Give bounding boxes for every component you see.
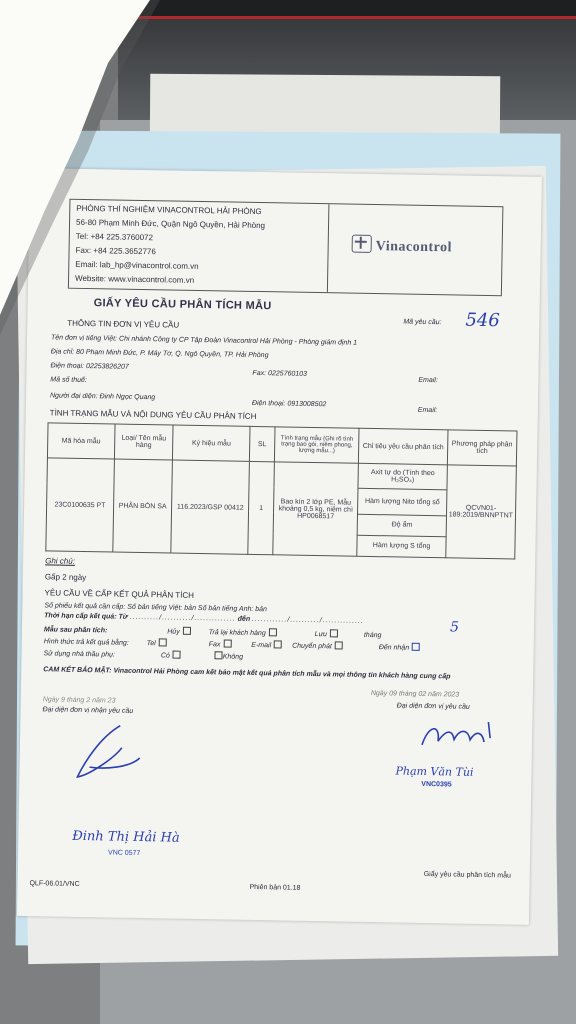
keep-months-value: 5: [449, 619, 460, 636]
letterhead-divider: [327, 204, 330, 292]
delivery-fax-label: Fax: [208, 641, 221, 649]
lab-tel: Tel: +84 225.3760072: [75, 231, 154, 243]
phone-value: 02253826207: [85, 363, 129, 371]
cell-sample-code: 23C0100635 PT: [46, 458, 114, 552]
opt-destroy-checkbox[interactable]: [183, 627, 191, 635]
rep-label: Người đại diện:: [49, 392, 98, 401]
confidentiality-statement: CAM KẾT BẢO MẬT: Vinacontrol Hải Phòng cam kết bảo mật kết quả phân tích mẫu và mọi thông tin khách hàng cung cấp: [43, 666, 451, 681]
org-name-label: Tên đơn vị tiếng Việt:: [50, 334, 118, 343]
col-analysis-items: Chỉ tiêu yêu cầu phân tích: [359, 428, 448, 465]
cell-sample-name: PHÂN BÓN SA: [113, 459, 173, 553]
phone-line: [50, 362, 128, 370]
sub-no-label: Không: [222, 653, 244, 661]
rep-phone-value: 0913008502: [287, 400, 327, 409]
left-signer-code: VNC 0577: [107, 849, 141, 858]
opt-keep-label: Lưu: [314, 631, 327, 639]
left-signature-title: Đại diện đơn vị nhận yêu cầu: [42, 706, 134, 715]
representative-line: [50, 392, 155, 401]
left-signature-date: Ngày 9 tháng 2 năm 23: [42, 696, 116, 705]
address-value: 80 Phạm Minh Đức, P. Máy Tơ, Q. Ngô Quyền, TP. Hải Phòng: [76, 348, 269, 360]
sub-yes-checkbox[interactable]: [173, 651, 181, 659]
subcontract-line: [43, 648, 243, 660]
col-sample-name: Loại/ Tên mẫu hàng: [114, 424, 173, 460]
opt-keep-checkbox[interactable]: [330, 629, 338, 637]
notes-value: Gấp 2 ngày: [44, 572, 87, 583]
deadline-to-label: đến: [237, 615, 251, 623]
cell-item-moisture: Độ ẩm: [358, 514, 447, 537]
lab-name: PHÒNG THÍ NGHIỆM VINACONTROL HẢI PHÒNG: [76, 203, 262, 217]
opt-return-checkbox[interactable]: [269, 628, 277, 636]
col-sample-mark: Ký hiệu mẫu: [173, 425, 250, 461]
monitor-accent-line: [118, 16, 576, 19]
right-signature-date: Ngày 09 tháng 02 năm 2023: [370, 690, 460, 699]
opt-destroy-label: Hủy: [167, 628, 180, 636]
rep-phone-line: [252, 400, 326, 408]
right-signature-title: Đại diện đơn vị yêu cầu: [396, 702, 470, 711]
delivery-label: Hình thức trả kết quả bằng:: [43, 638, 129, 647]
delivery-email-label: E-mail: [251, 641, 272, 650]
phone-label: Điện thoại:: [50, 362, 85, 370]
footer-doc-name: Giấy yêu cầu phân tích mẫu: [423, 870, 511, 880]
sample-table: [45, 422, 517, 559]
fax-line: [252, 370, 307, 378]
monitor-bezel: [118, 0, 576, 16]
col-sample-code: Mã hóa mẫu: [47, 423, 114, 459]
delivery-tel-label: Tel: [146, 640, 156, 648]
cell-quantity: 1: [248, 461, 274, 554]
address-label: Địa chỉ:: [50, 348, 75, 356]
section-results: YÊU CẦU VỀ CẤP KẾT QUẢ PHÂN TÍCH: [44, 588, 195, 600]
delivery-post-checkbox[interactable]: [335, 641, 343, 649]
rep-phone-label: Điện thoại:: [251, 399, 286, 408]
tax-label: Mã số thuế:: [50, 376, 87, 385]
deadline-label: Thời hạn cấp kết quả: Từ: [44, 612, 128, 621]
footer-version: Phiên bản 01.18: [249, 883, 301, 892]
after-label: Mẫu sau phân tích:: [43, 626, 108, 635]
request-no-value: 546: [465, 309, 500, 332]
col-quantity: SL: [249, 426, 274, 461]
cell-sample-mark: 116.2023/GSP 00412: [171, 460, 249, 554]
right-signature-scribble: [418, 715, 499, 756]
vinacontrol-emblem-icon: [352, 235, 372, 253]
section-requester-info: THÔNG TIN ĐƠN VỊ YÊU CẦU: [67, 318, 180, 330]
cell-item-nitrogen: Hàm lượng Nito tổng số: [358, 489, 447, 516]
notes-label: Ghi chú:: [45, 556, 76, 566]
email2-label: Email:: [417, 406, 438, 415]
delivery-post-label: Chuyển phát: [292, 642, 332, 651]
right-signer-code: VNC0395: [421, 780, 452, 789]
col-method: Phương pháp phân tích: [447, 430, 517, 466]
org-name-line: [51, 334, 357, 346]
section-sample-status: TÌNH TRẠNG MẪU VÀ NỘI DUNG YÊU CẦU PHÂN TÍCH: [49, 408, 257, 421]
rep-value: Đinh Ngọc Quang: [99, 393, 156, 402]
request-form-document: [17, 168, 542, 925]
cell-method: QCVN01-189:2019/BNNPTNT: [446, 465, 517, 559]
logo-text: Vinacontrol: [375, 239, 453, 256]
lab-address: 56-80 Phạm Minh Đức, Quận Ngô Quyền, Hải Phòng: [75, 217, 266, 231]
cell-item-acid: Axit tự do (Tính theo H₂SO₄): [358, 463, 447, 490]
letterhead-box: [68, 199, 504, 297]
deadline-line: Thời hạn cấp kết quả: Từ ........../........../.............. đến ............/........../..............: [44, 612, 365, 625]
opt-return-label: Trả lại khách hàng: [208, 629, 266, 638]
col-condition: Tình trạng mẫu (Ghi rõ tình trạng bao gói, niêm phong, lượng mẫu...): [274, 427, 359, 463]
delivery-fax-checkbox[interactable]: [223, 639, 231, 647]
left-signer-name: Đinh Thị Hải Hà: [72, 828, 180, 846]
org-name-value: Chi nhánh Công ty CP Tập Đoàn Vinacontrol Hải Phòng - Phòng giám định 1: [118, 335, 358, 347]
delivery-tel-checkbox[interactable]: [159, 638, 167, 646]
vinacontrol-logo: [352, 235, 453, 257]
delivery-email-checkbox[interactable]: [274, 640, 282, 648]
left-signature-scribble: [59, 717, 150, 789]
cell-item-sulfur: Hàm lượng S tổng: [357, 535, 446, 558]
copies-line: Số phiếu kết quả cần cấp: Số bản tiếng Việt: bản Số bản tiếng Anh: bản: [44, 602, 268, 614]
address-line: [51, 348, 269, 359]
delivery-pickup-label: Đến nhận: [378, 644, 410, 652]
keep-months-label: tháng: [363, 631, 382, 640]
lab-email: Email: lab_hp@vinacontrol.com.vn: [75, 259, 199, 271]
lab-website: Website: www.vinacontrol.com.vn: [75, 273, 195, 285]
right-signer-name: Phạm Văn Tùi: [395, 764, 474, 779]
footer-form-code: QLF-06.01/VNC: [29, 880, 80, 888]
cell-condition: Bao kín 2 lớp PE, Mẫu khoảng 0,5 kg, niêm chì HP0068517: [273, 462, 359, 556]
subcontract-label: Sử dụng nhà thầu phụ:: [43, 650, 115, 659]
request-no-label: Mã yêu cầu:: [403, 318, 442, 327]
email-label: Email:: [418, 376, 438, 385]
form-title: GIẤY YÊU CẦU PHÂN TÍCH MẪU: [93, 297, 272, 313]
fax-value: 0225760103: [267, 370, 308, 378]
fax-label: Fax:: [252, 369, 267, 378]
sub-yes-label: Có: [160, 652, 170, 660]
lab-fax: Fax: +84 225.3652776: [75, 245, 156, 257]
delivery-pickup-checkbox[interactable]: [412, 643, 420, 651]
